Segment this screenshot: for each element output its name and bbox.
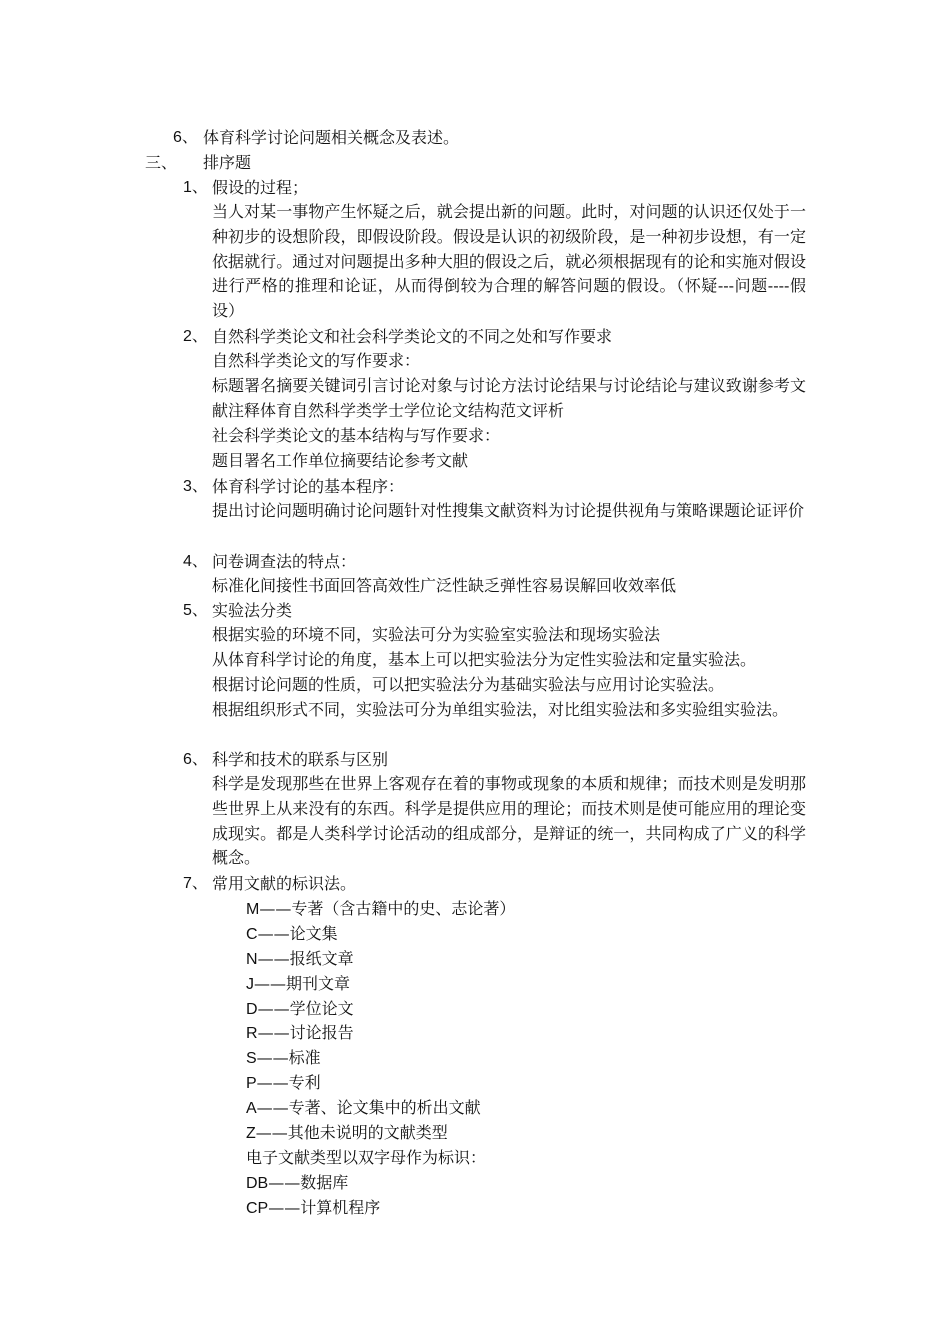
item-6-title: 科学和技术的联系与区别 [212,750,389,769]
item-2-paragraph: 标题署名摘要关键词引言讨论对象与讨论方法讨论结果与讨论结论与建议致谢参考文献注释体育自然科学类学士学位论文结构范文评析 [212,376,806,420]
item-3-title: 体育科学讨论的基本程序： [212,477,405,496]
item-2-title: 自然科学类论文和社会科学类论文的不同之处和写作要求 [212,327,613,346]
code-entry: N——报纸文章 [246,949,354,968]
code-entry: DB——数据库 [246,1173,349,1192]
section-number: 三、 [145,153,178,172]
code-entry: M——专著（含古籍中的史、志论著） [246,899,516,918]
item-4-title: 问卷调查法的特点： [212,552,357,571]
item-1-number: 1、 [183,179,208,196]
item-5-paragraph: 根据实验的环境不同，实验法可分为实验室实验法和现场实验法 [212,625,661,644]
code-entry: Z——其他未说明的文献类型 [246,1123,448,1142]
item-5-paragraph: 根据组织形式不同，实验法可分为单组实验法，对比组实验法和多实验组实验法。 [212,700,789,719]
code-entry: P——专利 [246,1073,321,1092]
item-7-number: 7、 [183,875,208,892]
item-2-paragraph: 题目署名工作单位摘要结论参考文献 [212,451,469,470]
item-4-number: 4、 [183,553,208,570]
code-entry: CP——计算机程序 [246,1198,381,1217]
code-entry: D——学位论文 [246,999,354,1018]
item-2-subheading: 自然科学类论文的写作要求： [212,351,421,370]
item-3-paragraph: 提出讨论问题明确讨论问题针对性搜集文献资料为讨论提供视角与策略课题论证评价 [212,501,805,520]
item-5-title: 实验法分类 [212,601,293,620]
code-entry: R——讨论报告 [246,1023,354,1042]
item-5-paragraph: 从体育科学讨论的角度，基本上可以把实验法分为定性实验法和定量实验法。 [212,650,757,669]
item-7-title: 常用文献的标识法。 [212,874,357,893]
item-2-number: 2、 [183,328,208,345]
electronic-intro: 电子文献类型以双字母作为标识： [246,1148,487,1167]
item-3-number: 3、 [183,478,208,495]
top-item-number: 6、 [173,129,198,146]
top-item-text: 体育科学讨论问题相关概念及表述。 [203,128,460,147]
item-2-subheading: 社会科学类论文的基本结构与写作要求： [212,426,501,445]
section-title: 排序题 [203,153,252,172]
code-entry: S——标准 [246,1048,321,1067]
code-entry: C——论文集 [246,924,338,943]
item-4-paragraph: 标准化间接性书面回答高效性广泛性缺乏弹性容易误解回收效率低 [212,576,677,595]
item-1-paragraph: 当人对某一事物产生怀疑之后，就会提出新的问题。此时，对问题的认识还仅处于一种初步的设想阶段，即假设阶段。假设是认识的初级阶段，是一种初步设想，有一定依据就行。通过对问题提出多种大胆的假设之后，就必须根据现有的论和实施对假设进行严格的推理和论证，从而得倒较为合理的解答问题的假设。（怀疑---问题----假设） [212,202,806,321]
item-6-paragraph: 科学是发现那些在世界上客观存在着的事物或现象的本质和规律；而技术则是发明那些世界上从来没有的东西。科学是提供应用的理论；而技术则是使可能应用的理论变成现实。都是人类科学讨论活动的组成部分，是辩证的统一，共同构成了广义的科学概念。 [212,774,806,868]
code-entry: J——期刊文章 [246,974,351,993]
item-6-number: 6、 [183,751,208,768]
item-5-number: 5、 [183,602,208,619]
code-entry: A——专著、论文集中的析出文献 [246,1098,481,1117]
item-1-title: 假设的过程； [212,178,309,197]
item-5-paragraph: 根据讨论问题的性质，可以把实验法分为基础实验法与应用讨论实验法。 [212,675,725,694]
